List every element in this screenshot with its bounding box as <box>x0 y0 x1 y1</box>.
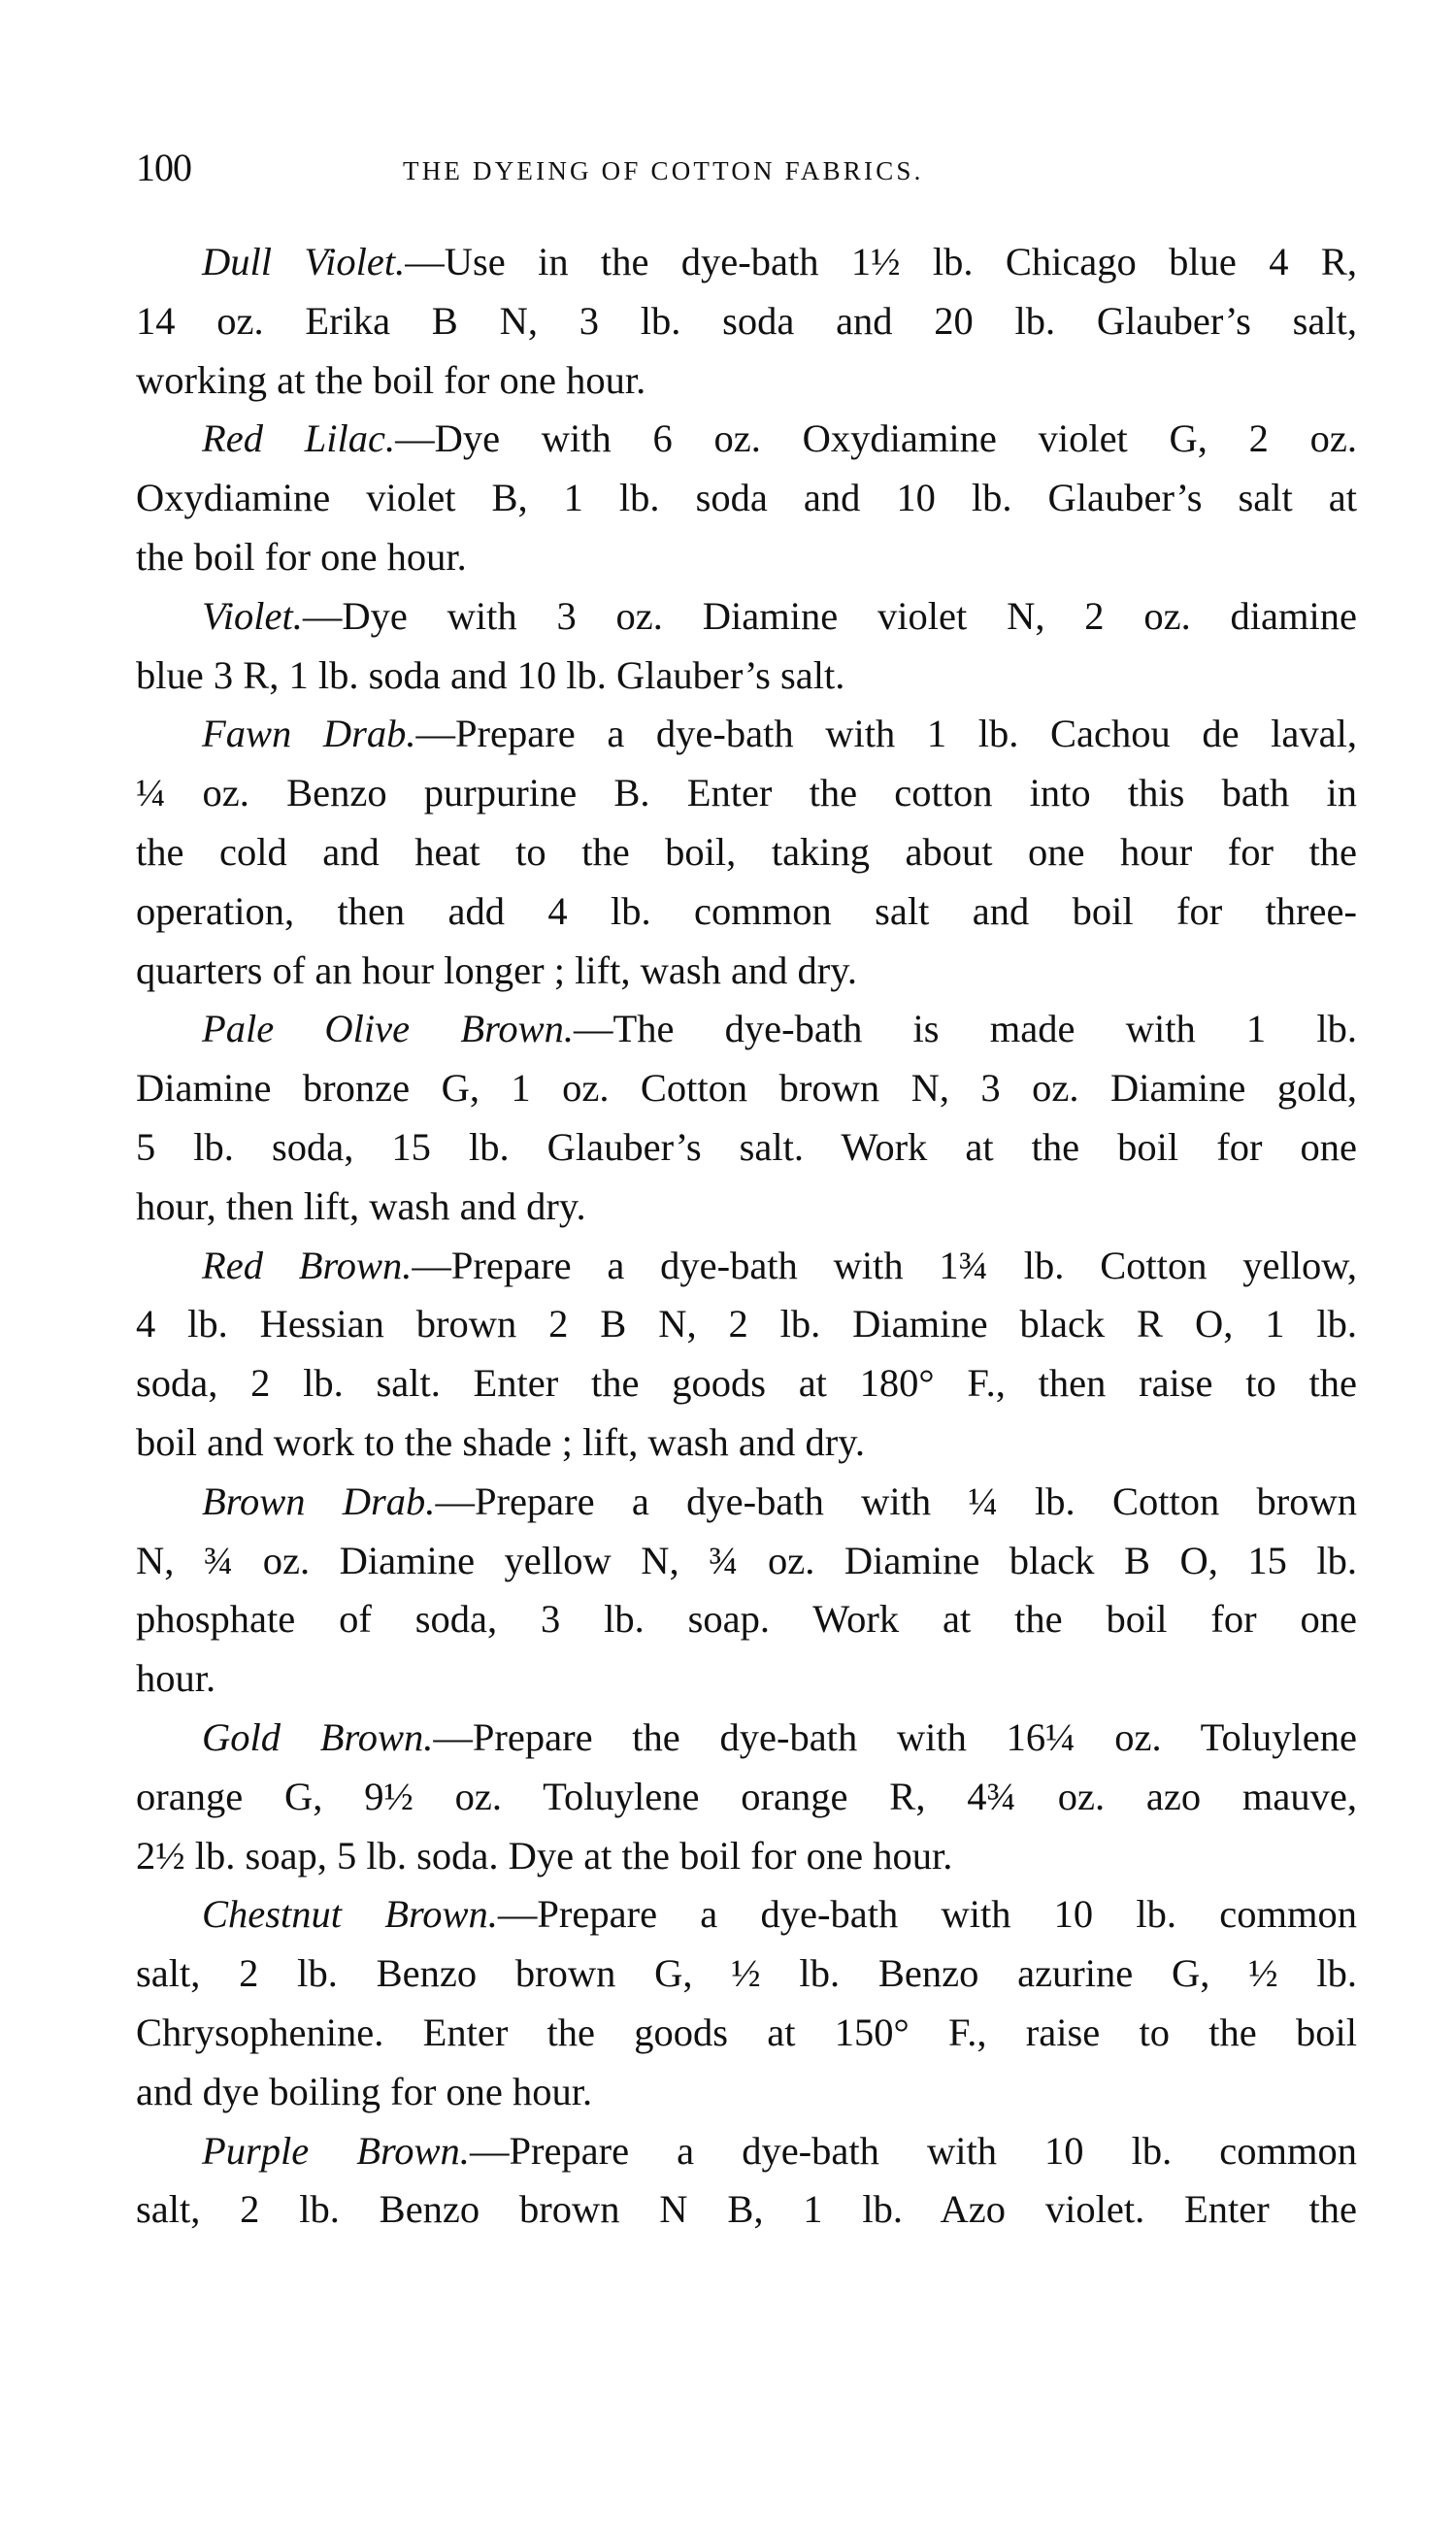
recipe-line: orange G, 9½ oz. Toluylene orange R, 4¾ oz. azo mauve, <box>136 1774 1357 1818</box>
recipe-line: boil and work to the shade ; lift, wash and dry. <box>136 1419 865 1464</box>
recipe-name: Fawn Drab. <box>202 712 416 756</box>
recipe-line: 14 oz. Erika B N, 3 lb. soda and 20 lb. Glauber’s salt, <box>136 298 1357 343</box>
page-number: 100 <box>136 146 191 189</box>
recipe-text: —Prepare a dye-bath with 1 lb. Cachou de laval, <box>415 712 1357 756</box>
recipe-line: N, ¾ oz. Diamine yellow N, ¾ oz. Diamine black B O, 15 lb. <box>136 1538 1357 1582</box>
recipe-name: Violet. <box>202 593 303 638</box>
recipe-pale-olive-brown <box>136 1000 1357 1236</box>
recipe-line <box>136 587 1357 647</box>
recipe-line: 4 lb. Hessian brown 2 B N, 2 lb. Diamine black R O, 1 lb. <box>136 1302 1357 1346</box>
recipe-line: 5 lb. soda, 15 lb. Glauber’s salt. Work at the boil for one <box>136 1124 1357 1169</box>
recipe-chestnut-brown <box>136 1885 1357 2121</box>
recipe-line: working at the boil for one hour. <box>136 357 646 402</box>
recipe-line <box>136 2122 1357 2181</box>
recipe-purple-brown <box>136 2122 1357 2241</box>
recipe-text: —Prepare a dye-bath with 1¾ lb. Cotton yellow, <box>412 1243 1357 1287</box>
recipe-brown-drab <box>136 1473 1357 1709</box>
recipe-fawn-drab <box>136 705 1357 1000</box>
recipe-name: Red Lilac. <box>202 416 396 461</box>
recipe-text: —Prepare a dye-bath with ¼ lb. Cotton brown <box>435 1479 1357 1523</box>
recipe-line: soda, 2 lb. salt. Enter the goods at 180° F., then raise to the <box>136 1361 1357 1406</box>
recipe-line: salt, 2 lb. Benzo brown G, ½ lb. Benzo azurine G, ½ lb. <box>136 1951 1357 1996</box>
body-text <box>136 233 1357 2240</box>
recipe-name: Brown Drab. <box>202 1479 436 1523</box>
recipe-line: the boil for one hour. <box>136 534 467 579</box>
recipe-line: Chrysophenine. Enter the goods at 150° F., raise to the boil <box>136 2010 1357 2054</box>
recipe-name: Dull Violet. <box>202 240 406 283</box>
recipe-text: —Dye with 6 oz. Oxydiamine violet G, 2 oz. <box>395 416 1357 461</box>
recipe-name: Chestnut Brown. <box>202 1892 498 1937</box>
recipe-gold-brown <box>136 1709 1357 1885</box>
recipe-line: Diamine bronze G, 1 oz. Cotton brown N, 3 oz. Diamine gold, <box>136 1066 1357 1111</box>
recipe-line <box>136 410 1357 469</box>
recipe-line: blue 3 R, 1 lb. soda and 10 lb. Glauber’s salt. <box>136 652 845 697</box>
recipe-text: —Prepare a dye-bath with 10 lb. common <box>469 2128 1358 2173</box>
recipe-name: Red Brown. <box>202 1243 413 1287</box>
recipe-text: —Prepare the dye-bath with 16¼ oz. Toluylene <box>433 1714 1357 1759</box>
recipe-line <box>136 1000 1357 1059</box>
recipe-text: —Dye with 3 oz. Diamine violet N, 2 oz. diamine <box>302 593 1357 638</box>
recipe-dull-violet <box>136 233 1357 410</box>
running-title: THE DYEING OF COTTON FABRICS. <box>403 156 924 185</box>
recipe-violet <box>136 587 1357 706</box>
running-head <box>136 146 1357 190</box>
recipe-line: quarters of an hour longer ; lift, wash and dry. <box>136 947 858 992</box>
recipe-line: hour. <box>136 1656 216 1701</box>
recipe-line: Oxydiamine violet B, 1 lb. soda and 10 lb. Glauber’s salt at <box>136 476 1357 520</box>
recipe-name: Purple Brown. <box>202 2128 470 2173</box>
recipe-text: —Prepare a dye-bath with 10 lb. common <box>497 1892 1358 1937</box>
recipe-line: phosphate of soda, 3 lb. soap. Work at the boil for one <box>136 1597 1357 1642</box>
recipe-line: operation, then add 4 lb. common salt and boil for three- <box>136 888 1357 933</box>
recipe-name: Gold Brown. <box>202 1714 434 1759</box>
recipe-red-lilac <box>136 410 1357 586</box>
recipe-line <box>136 1473 1357 1532</box>
recipe-line: hour, then lift, wash and dry. <box>136 1183 586 1228</box>
recipe-name: Pale Olive Brown. <box>202 1007 574 1051</box>
recipe-line: and dye boiling for one hour. <box>136 2069 593 2113</box>
recipe-text: —Use in the dye-bath 1½ lb. Chicago blue 4 R, <box>405 240 1358 283</box>
recipe-line: salt, 2 lb. Benzo brown N B, 1 lb. Azo violet. Enter the <box>136 2187 1357 2232</box>
recipe-line: ¼ oz. Benzo purpurine B. Enter the cotton into this bath in <box>136 771 1357 815</box>
recipe-red-brown <box>136 1237 1357 1473</box>
recipe-line <box>136 233 1357 292</box>
recipe-line <box>136 1709 1357 1768</box>
recipe-text: —The dye-bath is made with 1 lb. <box>573 1007 1357 1051</box>
recipe-line: the cold and heat to the boil, taking about one hour for the <box>136 829 1357 874</box>
recipe-line <box>136 705 1357 764</box>
recipe-line <box>136 1885 1357 1944</box>
recipe-line <box>136 1237 1357 1296</box>
recipe-line: 2½ lb. soap, 5 lb. soda. Dye at the boil for one hour. <box>136 1833 953 1878</box>
